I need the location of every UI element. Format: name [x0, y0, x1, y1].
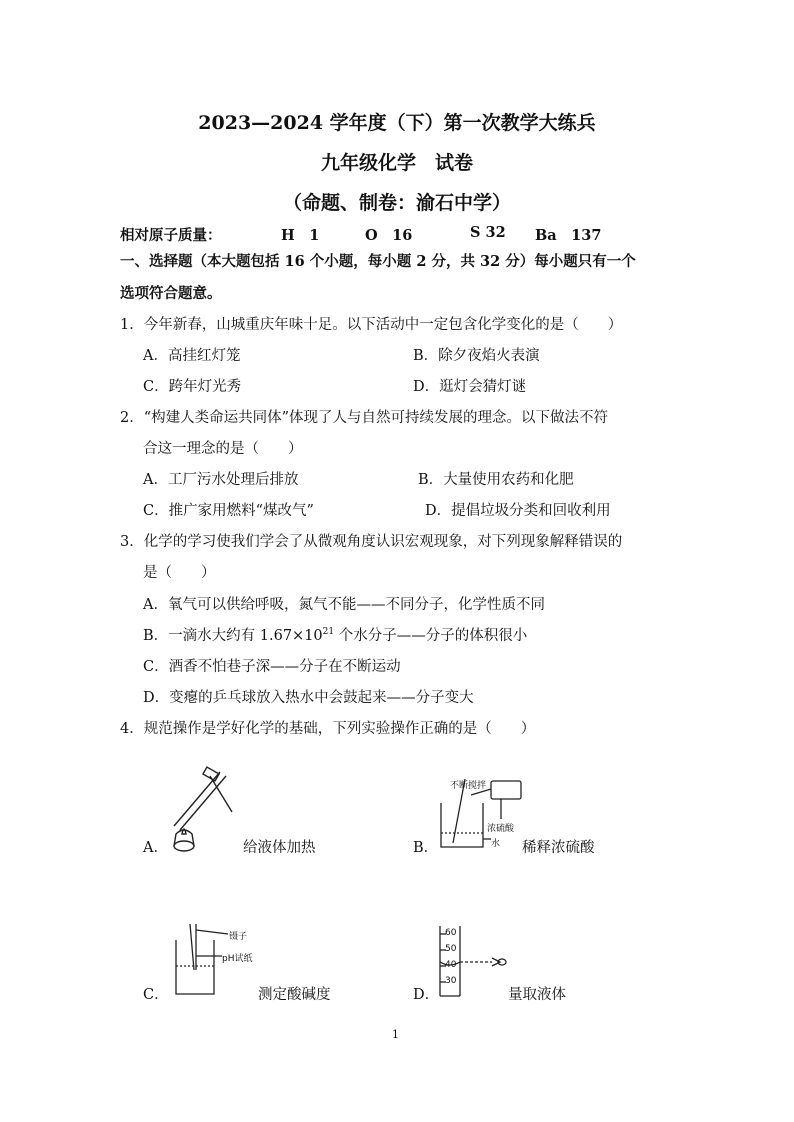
q4-option-b-text: 稀释浓硫酸 [522, 840, 595, 856]
exam-subtitle: 九年级化学 试卷 [320, 152, 473, 174]
q2-option-d: D．提倡垃圾分类和回收利用 [425, 503, 611, 519]
q4-option-c-text: 测定酸碱度 [258, 987, 331, 1003]
q4-option-a-text: 给液体加热 [243, 840, 316, 856]
q3-option-d: D．变瘪的乒乓球放入热水中会鼓起来——分子变大 [143, 690, 474, 706]
liquid-heating-figure [160, 768, 240, 858]
q2-option-c: C．推广家用燃料“煤改气” [143, 503, 314, 519]
q2-stem: 2．“构建人类命运共同体”体现了人与自然可持续发展的理念。以下做法不符 [120, 410, 609, 426]
tick-60: 60 [445, 928, 457, 938]
tick-40: 40 [445, 960, 457, 970]
q4-stem: 4．规范操作是学好化学的基础，下列实验操作正确的是（ ） [120, 721, 536, 737]
section-heading: 一、选择题（本大题包括 16 个小题，每小题 2 分，共 32 分）每小题只有一个 [120, 253, 636, 270]
atomic-mass-h: H 1 [281, 227, 320, 244]
q4-option-a-letter: A． [143, 840, 168, 856]
q1-option-a: A．高挂红灯笼 [143, 348, 241, 364]
q2-option-b: B．大量使用农药和化肥 [418, 472, 574, 488]
atomic-mass-s: S 32 [470, 224, 506, 241]
page-number: 1 [392, 1028, 399, 1041]
water-label: 水 [491, 839, 501, 849]
stir-label: 不断搅拌 [450, 781, 487, 791]
q4-option-d-letter: D． [413, 987, 440, 1003]
acid-label: 浓硫酸 [487, 824, 515, 834]
atomic-mass-ba: Ba 137 [535, 227, 602, 244]
q4-option-d-text: 量取液体 [508, 987, 566, 1003]
tick-50: 50 [445, 944, 457, 954]
exam-title: 2023—2024 学年度（下）第一次教学大练兵 [198, 112, 596, 134]
q3-stem: 3．化学的学习使我们学会了从微观角度认识宏观现象，对下列现象解释错误的 [120, 534, 623, 550]
q4-option-c-letter: C． [143, 987, 169, 1003]
q4-option-b-letter: B． [413, 840, 439, 856]
q2-stem-cont: 合这一理念的是（ ） [143, 441, 303, 457]
exam-author-note: （命题、制卷：渝石中学） [282, 192, 511, 214]
q1-option-b: B．除夕夜焰火表演 [413, 348, 540, 364]
q3-stem-cont: 是（ ） [143, 565, 216, 581]
q1-option-c: C．跨年灯光秀 [143, 379, 242, 395]
tick-30: 30 [445, 976, 457, 986]
section-heading-cont: 选项符合题意。 [120, 285, 222, 302]
q3-option-b: B．一滴水大约有 $1.67\times 10^{21}$ 个水分子——分子的体积很小 [143, 627, 528, 644]
atomic-mass-label: 相对原子质量： [120, 227, 222, 244]
q1-option-d: D．逛灯会猜灯谜 [413, 379, 527, 395]
q3-option-c: C．酒香不怕巷子深——分子在不断运动 [143, 659, 401, 675]
tweezers-label: 镊子 [229, 932, 248, 942]
ph-paper-label: pH试纸 [222, 954, 253, 964]
atomic-mass-o: O 16 [365, 227, 413, 244]
q2-option-a: A．工厂污水处理后排放 [143, 472, 299, 488]
q1-stem: 1．今年新春，山城重庆年味十足。以下活动中一定包含化学变化的是（ ） [120, 317, 623, 333]
q3-option-a: A．氧气可以供给呼吸，氮气不能——不同分子，化学性质不同 [143, 597, 545, 613]
